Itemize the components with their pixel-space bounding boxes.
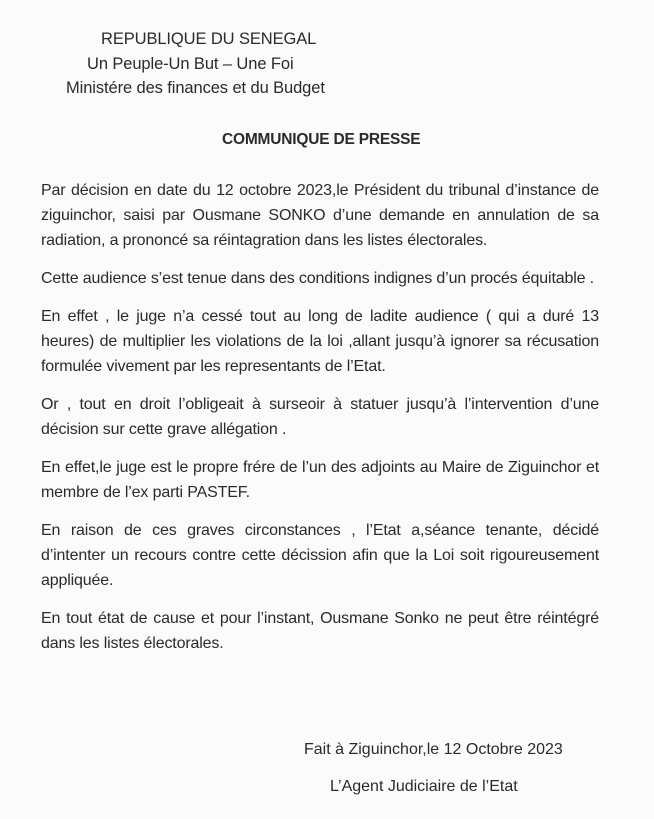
national-motto: Un Peuple-Un But – Une Foi (87, 55, 294, 73)
paragraph: Or , tout en droit l’obligeait à surseoir à statuer jusqu’à l’intervention d’une décision sur cette grave allégation . (41, 396, 599, 438)
country-name: REPUBLIQUE DU SENEGAL (101, 30, 317, 48)
place-and-date: Fait à Ziguinchor,le 12 Octobre 2023 (304, 741, 563, 758)
signatory: L’Agent Judiciaire de l’Etat (330, 778, 518, 795)
document-title: COMMUNIQUE DE PRESSE (222, 131, 421, 148)
ministry-name: Ministére des finances et du Budget (66, 79, 325, 97)
document-body (41, 178, 599, 669)
paragraph: En effet,le juge est le propre frére de l’un des adjoints au Maire de Ziguinchor et membre de l’ex parti PASTEF. (41, 459, 599, 501)
paragraph: En effet , le juge n’a cessé tout au long de ladite audience ( qui a duré 13 heures) de multiplier les violations de la loi ,allant jusqu’à ignorer sa récusation formulée vivement par les representants de l’Etat. (41, 308, 599, 375)
paragraph: En tout état de cause et pour l’instant, Ousmane Sonko ne peut être réintégré dans les listes électorales. (41, 610, 599, 652)
paragraph: Par décision en date du 12 octobre 2023,le Président du tribunal d’instance de ziguinchor, saisi par Ousmane SONKO d’une demande en annulation de sa radiation, a prononcé sa réintagration dans les listes électorales. (41, 182, 599, 249)
paragraph: Cette audience s’est tenue dans des conditions indignes d’un procés équitable . (41, 270, 594, 287)
paragraph: En raison de ces graves circonstances , l’Etat a,séance tenante, décidé d’intenter un recours contre cette décission afin que la Loi soit rigoureusement appliquée. (41, 522, 599, 589)
